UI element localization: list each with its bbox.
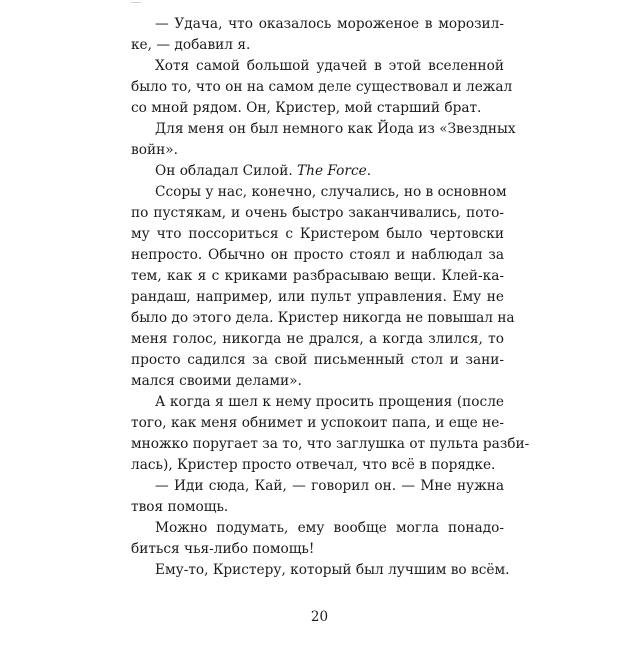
page-number: 20 bbox=[310, 609, 329, 625]
text-line: ке, — добавил я. bbox=[131, 37, 251, 53]
text-line: твоя помощь. bbox=[131, 499, 229, 515]
text-line: биться чья-либо помощь! bbox=[131, 541, 315, 557]
text-line: тем, как я с криками разбрасываю вещи. Клей-ка- bbox=[131, 268, 504, 284]
page-top-mark bbox=[131, 2, 141, 7]
text-line: непросто. Обычно он просто стоял и наблюдал за bbox=[131, 247, 504, 263]
text-line: — Иди сюда, Кай, — говорил он. — Мне нужна bbox=[155, 478, 504, 494]
text-line: Для меня он был немного как Йода из «Звездных bbox=[155, 121, 516, 137]
text-line: Хотя самой большой удачей в этой вселенной bbox=[155, 58, 504, 74]
text-line: со мной рядом. Он, Кристер, мой старший брат. bbox=[131, 100, 482, 116]
text-line: по пустякам, и очень быстро заканчивались, пото- bbox=[131, 205, 504, 221]
text-line: мался своими делами». bbox=[131, 373, 302, 389]
text-line: — Удача, что оказалось мороженое в морозил- bbox=[155, 16, 504, 32]
book-page-text bbox=[131, 14, 530, 581]
text-line: А когда я шел к нему просить прощения (после bbox=[155, 394, 504, 410]
text-line: множко поругает за то, что заглушка от пульта разби- bbox=[131, 436, 530, 452]
text-line: меня голос, никогда не дрался, а когда злился, то bbox=[131, 331, 504, 347]
text-line: просто садился за свой письменный стол и зани- bbox=[131, 352, 504, 368]
text-line: Можно подумать, ему вообще могла понадо- bbox=[155, 520, 504, 536]
text-line: му что поссориться с Кристером было чертовски bbox=[131, 226, 504, 242]
text-line: Ссоры у нас, конечно, случались, но в основном bbox=[155, 184, 507, 200]
text-line-force: Он обладал Силой. The Force. bbox=[155, 163, 372, 179]
text-line: того, как меня обнимет и успокоит папа, и еще не- bbox=[131, 415, 504, 431]
text-line: войн». bbox=[131, 142, 178, 158]
text-line: рандаш, например, или пульт управления. Ему не bbox=[131, 289, 504, 305]
text-line: было до этого дела. Кристер никогда не повышал на bbox=[131, 310, 515, 326]
text-line: Ему-то, Кристеру, который был лучшим во всём. bbox=[155, 562, 510, 578]
italic-phrase: The Force. bbox=[297, 163, 372, 179]
text-line: лась), Кристер просто отвечал, что всё в порядке. bbox=[131, 457, 496, 473]
text-line: было то, что он на самом деле существовал и лежал bbox=[131, 79, 513, 95]
